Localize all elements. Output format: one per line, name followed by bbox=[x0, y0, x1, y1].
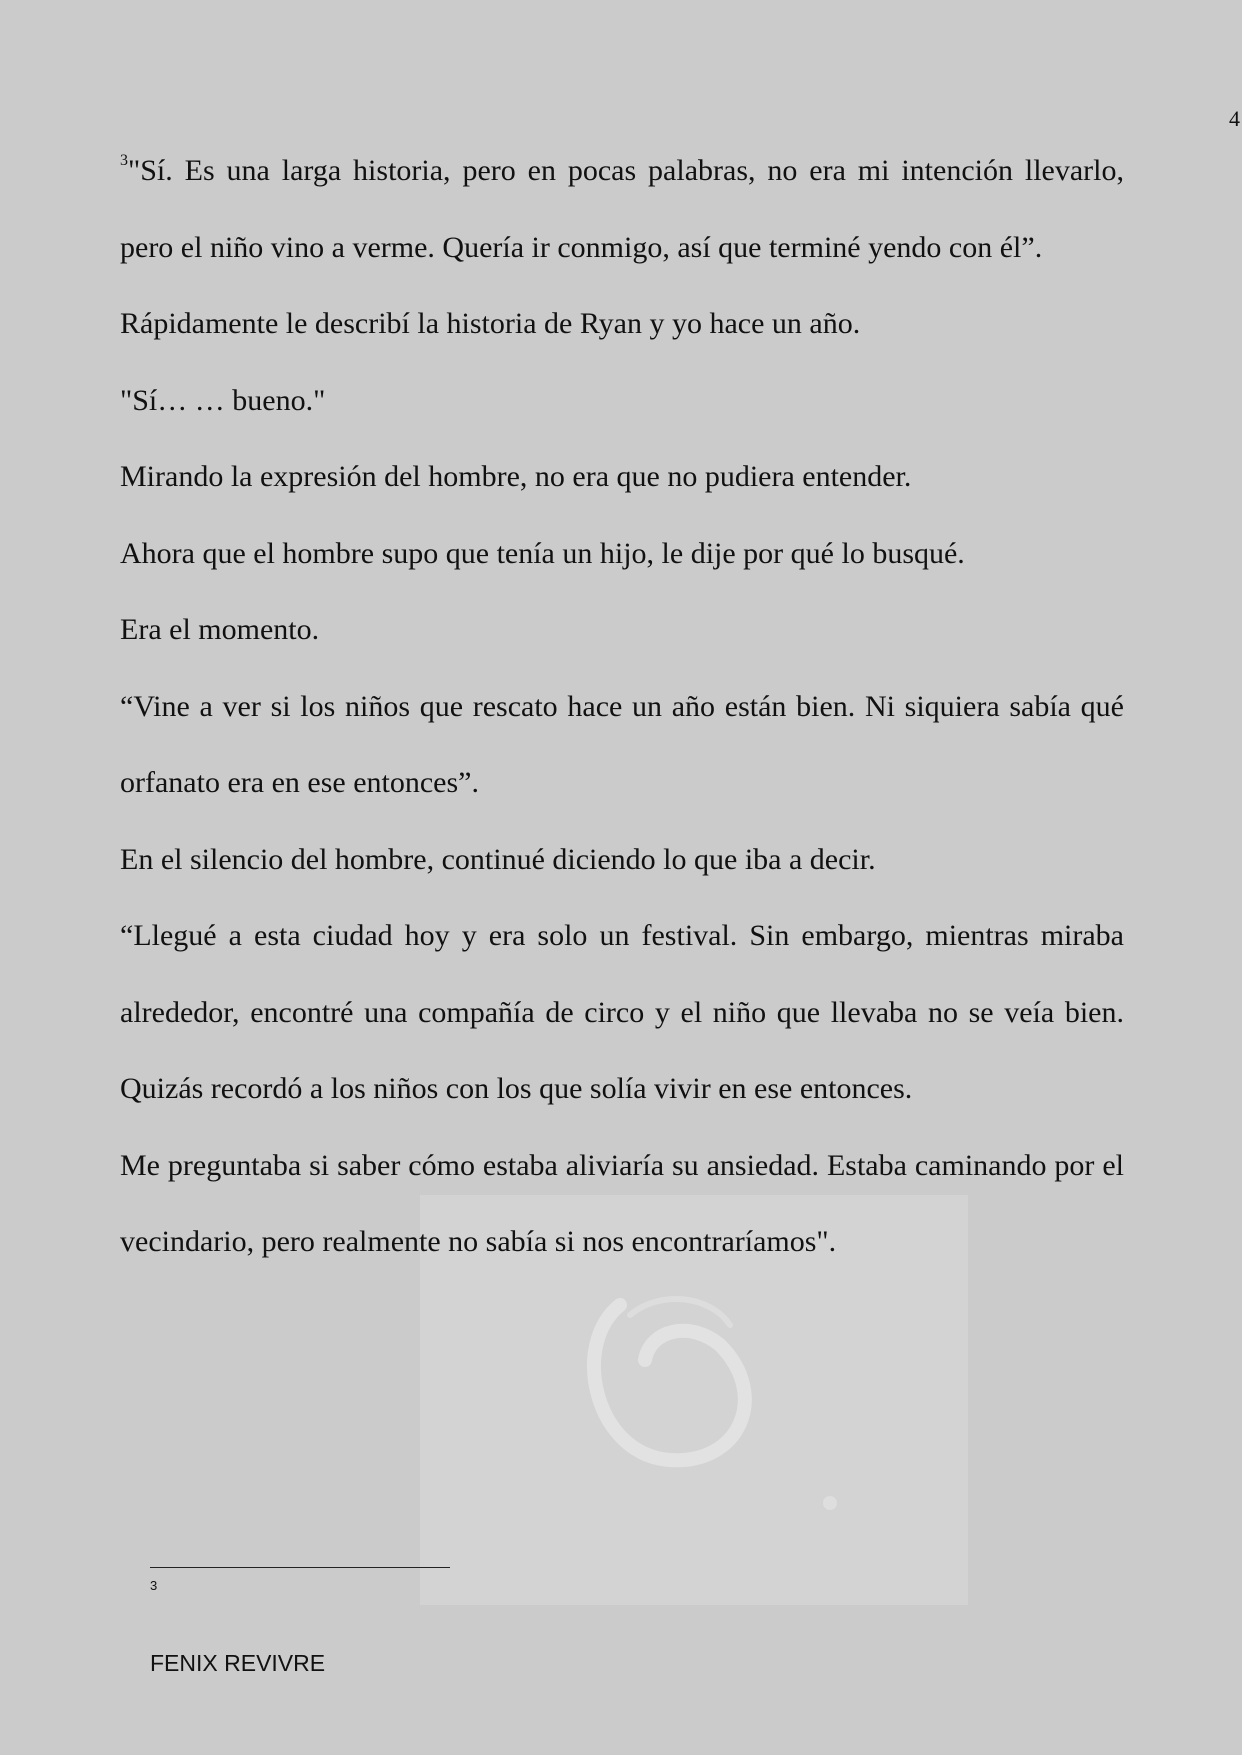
paragraph: En el silencio del hombre, continué diciendo lo que iba a decir. bbox=[120, 842, 876, 876]
page-number: 4 bbox=[1229, 106, 1240, 131]
paragraph: Me preguntaba si saber cómo estaba aliviaría su ansiedad. Estaba caminando por el vecindario, pero realmente no sabía si nos encontraríamos". bbox=[120, 1148, 1124, 1258]
paragraph: "Sí… … bueno." bbox=[120, 383, 326, 417]
paragraph-text: "Sí. Es una larga historia, pero en pocas palabras, no era mi intención llevarlo, pero el niño vino a verme. Quería ir conmigo, así que terminé yendo con él”. bbox=[120, 154, 1124, 264]
paragraph: “Vine a ver si los niños que rescato hace un año están bien. Ni siquiera sabía qué orfanato era en ese entonces”. bbox=[120, 689, 1124, 799]
paragraph bbox=[120, 133, 1124, 286]
paragraph: Ahora que el hombre supo que tenía un hijo, le dije por qué lo busqué. bbox=[120, 536, 965, 570]
paragraph: Mirando la expresión del hombre, no era que no pudiera entender. bbox=[120, 460, 912, 493]
paragraph: “Llegué a esta ciudad hoy y era solo un festival. Sin embargo, mientras miraba alrededor, encontré una compañía de circo y el niño que llevaba no se veía bien. Quizás recordó a los niños con los que solía vivir en ese entonces. bbox=[120, 919, 1124, 1105]
paragraph: Rápidamente le describí la historia de Ryan y yo hace un año. bbox=[120, 307, 861, 340]
footnote-reference: 3 bbox=[120, 152, 128, 169]
paragraph: Era el momento. bbox=[120, 613, 320, 646]
footnote-divider bbox=[150, 1567, 450, 1568]
footnote-number: 3 bbox=[150, 1578, 158, 1593]
footer-title: FENIX REVIVRE bbox=[150, 1650, 326, 1676]
body-text bbox=[120, 133, 1124, 1281]
